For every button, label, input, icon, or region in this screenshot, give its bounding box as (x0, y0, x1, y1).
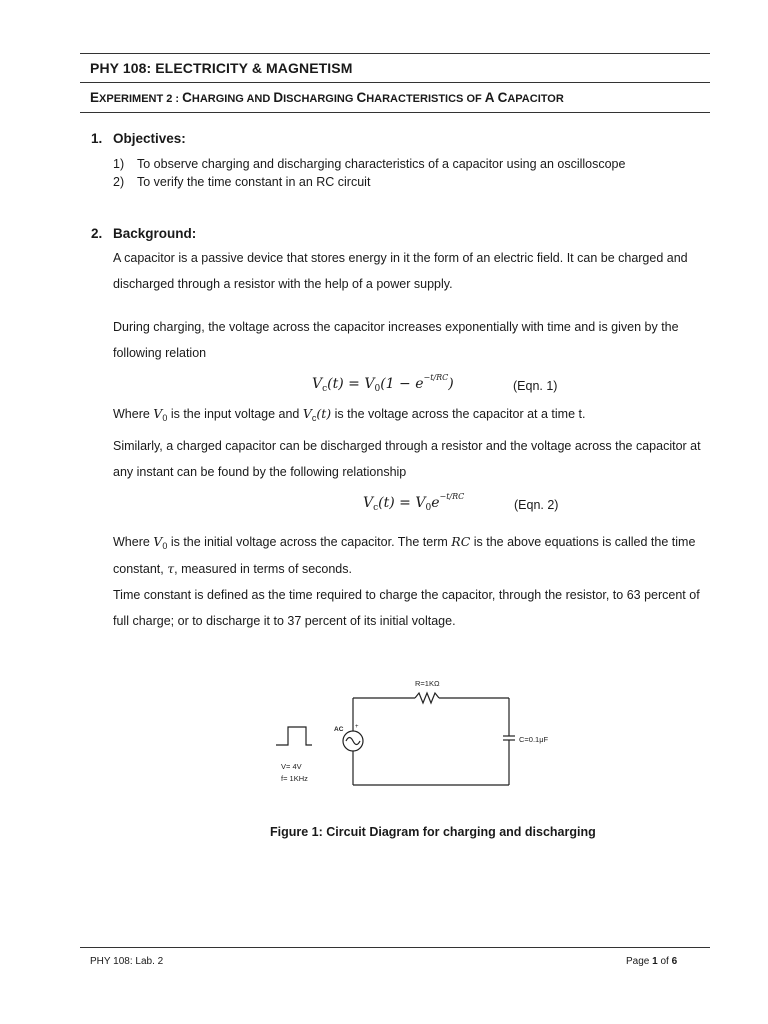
where-sentence-2: Where $V_0$ is the initial voltage across the capacitor. The term RC is the above equations is called the time constant, τ, measured in terms of seconds. (113, 534, 696, 576)
source-plus-label: + (355, 724, 359, 730)
voltage-label: V= 4V (281, 762, 302, 771)
background-paragraph-3: Similarly, a charged capacitor can be discharged through a resistor and the voltage across the capacitor at any instant can be found by the following relationship (113, 439, 701, 479)
sine-wave-icon (346, 738, 360, 745)
page-number: Page 1 of 6 (626, 956, 678, 967)
where-sentence-1: Where $V_0$ is the input voltage and $V_c(t)$ is the voltage across the capacitor at a time t. (113, 406, 586, 423)
background-paragraph-2: During charging, the voltage across the capacitor increases exponentially with time and is given by the following relation (113, 320, 679, 360)
objective-item: 2) To verify the time constant in an RC circuit (113, 175, 371, 189)
top-rule (80, 53, 710, 54)
experiment-title: EXPERIMENT 2 : CHARGING AND DISCHARGING CHARACTERISTICS OF A CAPACITOR (90, 90, 564, 105)
objective-item: 1) To observe charging and discharging characteristics of a capacitor using an oscilloscope (113, 157, 626, 171)
footer-left: PHY 108: Lab. 2 (90, 956, 164, 967)
equation-2: $V_c(t) = V_0e^{-t/RC}$ (363, 492, 465, 513)
course-title: PHY 108: ELECTRICITY & MAGNETISM (90, 60, 353, 76)
background-paragraph-4: Time constant is defined as the time required to charge the capacitor, through the resistor, to 63 percent of full charge; or to discharge it to 37 percent of its initial voltage. (113, 588, 700, 628)
square-pulse-icon (276, 727, 312, 745)
header-divider (80, 82, 710, 83)
resistor-label: R=1KΩ (415, 679, 440, 688)
footer-rule (80, 947, 710, 948)
resistor-symbol (415, 693, 439, 703)
circuit-diagram (260, 665, 560, 800)
capacitor-label: C=0.1μF (519, 735, 549, 744)
title-underline (80, 112, 710, 113)
background-heading: 2. Background: (91, 226, 197, 241)
equation-1-label: (Eqn. 1) (513, 379, 558, 393)
source-label: AC (334, 726, 344, 733)
equation-2-label: (Eqn. 2) (514, 498, 559, 512)
figure-caption: Figure 1: Circuit Diagram for charging and discharging (270, 825, 596, 839)
objectives-heading: 1. Objectives: (91, 131, 186, 146)
background-paragraph-1: A capacitor is a passive device that stores energy in it the form of an electric field. It can be charged and discharged through a resistor with the help of a power supply. (113, 251, 688, 291)
frequency-label: f= 1KHz (281, 774, 308, 783)
equation-1: $V_c(t) = V_0(1 - e^{-t/RC})$ (312, 373, 454, 394)
